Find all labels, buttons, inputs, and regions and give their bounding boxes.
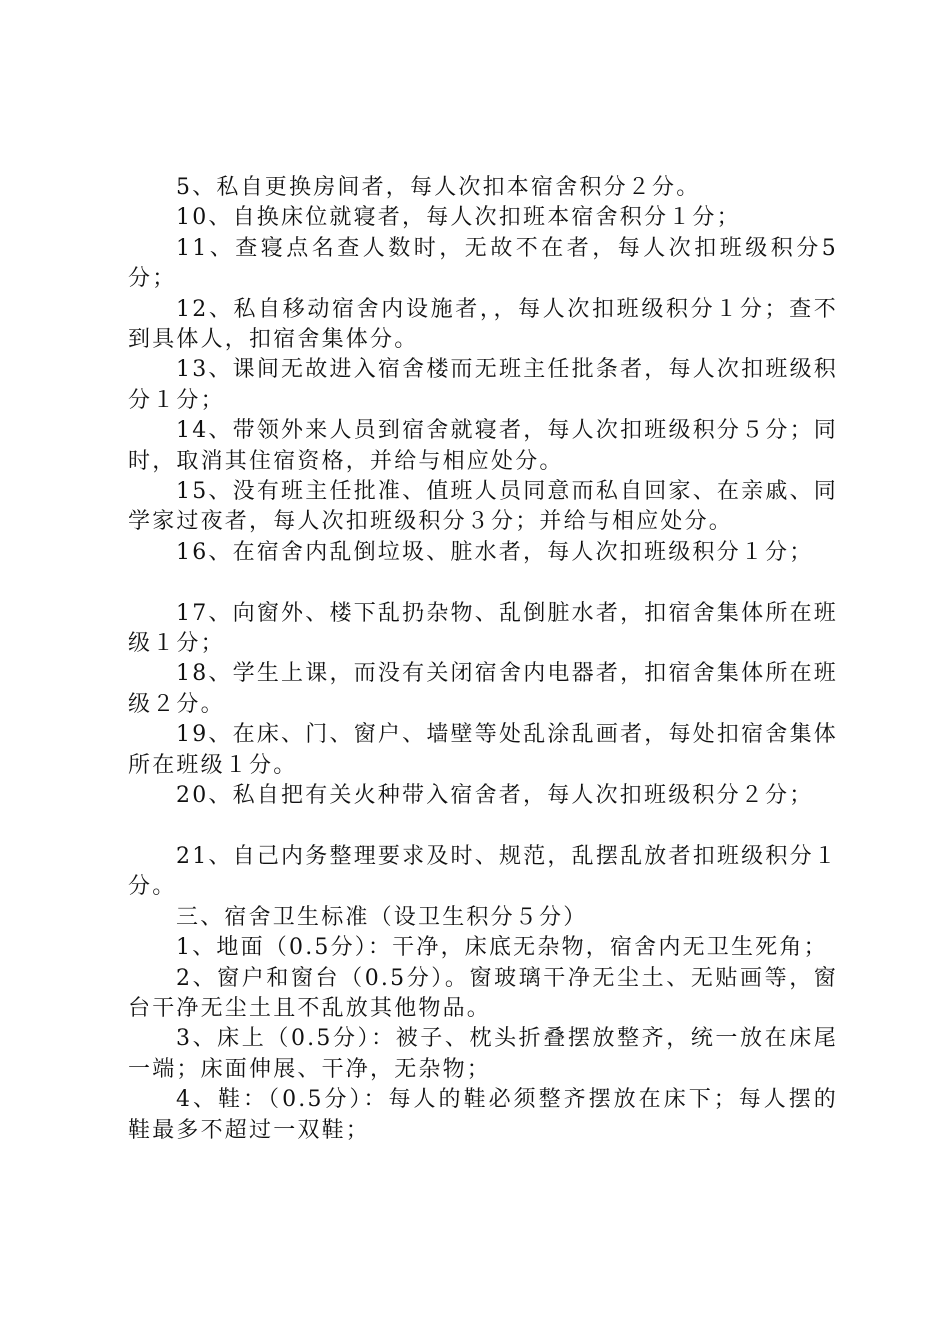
hygiene-item-2: 2、窗户和窗台（0.5分）。窗玻璃干净无尘土、无贴画等，窗台干净无尘土且不乱放其他物品。 <box>128 965 838 1021</box>
blank-line <box>128 568 838 598</box>
hygiene-item-4: 4、鞋：（0.5分）：每人的鞋必须整齐摆放在床下；每人摆的鞋最多不超过一双鞋； <box>128 1087 838 1143</box>
rule-11: 11、查寝点名查人数时，无故不在者，每人次扣班级积分5分； <box>128 235 838 292</box>
rule-17: 17、向窗外、楼下乱扔杂物、乱倒脏水者，扣宿舍集体所在班级１分； <box>128 600 838 657</box>
rule-13: 13、课间无故进入宿舍楼而无班主任批条者，每人次扣班级积分１分； <box>128 357 838 413</box>
rule-16: 16、在宿舍内乱倒垃圾、脏水者，每人次扣班级积分１分； <box>176 539 814 565</box>
rule-15: 15、没有班主任批准、值班人员同意而私自回家、在亲戚、同学家过夜者，每人次扣班级积分３分；并给与相应处分。 <box>128 479 838 535</box>
rule-20: 20、私自把有关火种带入宿舍者，每人次扣班级积分２分； <box>176 783 814 809</box>
rule-10: 10、自换床位就寝者，每人次扣班本宿舍积分１分； <box>176 205 741 231</box>
rule-19: 19、在床、门、窗户、墙壁等处乱涂乱画者，每处扣宿舍集体所在班级１分。 <box>128 722 838 778</box>
rule-21: 21、自己内务整理要求及时、规范，乱摆乱放者扣班级积分１分。 <box>128 843 838 900</box>
hygiene-item-3: 3、床上（0.5分）：被子、枕头折叠摆放整齐，统一放在床尾一端；床面伸展、干净，无杂物； <box>128 1026 838 1082</box>
rule-12: 12、私自移动宿舍内设施者，，每人次扣班级积分１分；查不到具体人，扣宿舍集体分。 <box>128 296 838 353</box>
rule-18: 18、学生上课，而没有关闭宿舍内电器者，扣宿舍集体所在班级２分。 <box>128 661 838 717</box>
section-heading-hygiene: 三、宿舍卫生标准（设卫生积分５分） <box>176 904 588 930</box>
hygiene-item-1: 1、地面（0.5分）：干净，床底无杂物，宿舍内无卫生死角； <box>176 935 828 961</box>
document-body <box>128 173 838 1146</box>
blank-line <box>128 812 838 842</box>
rule-5: 5、私自更换房间者，每人次扣本宿舍积分２分。 <box>176 175 701 200</box>
rule-14: 14、带领外来人员到宿舍就寝者，每人次扣班级积分５分；同时，取消其住宿资格，并给与相应处分。 <box>128 418 838 474</box>
